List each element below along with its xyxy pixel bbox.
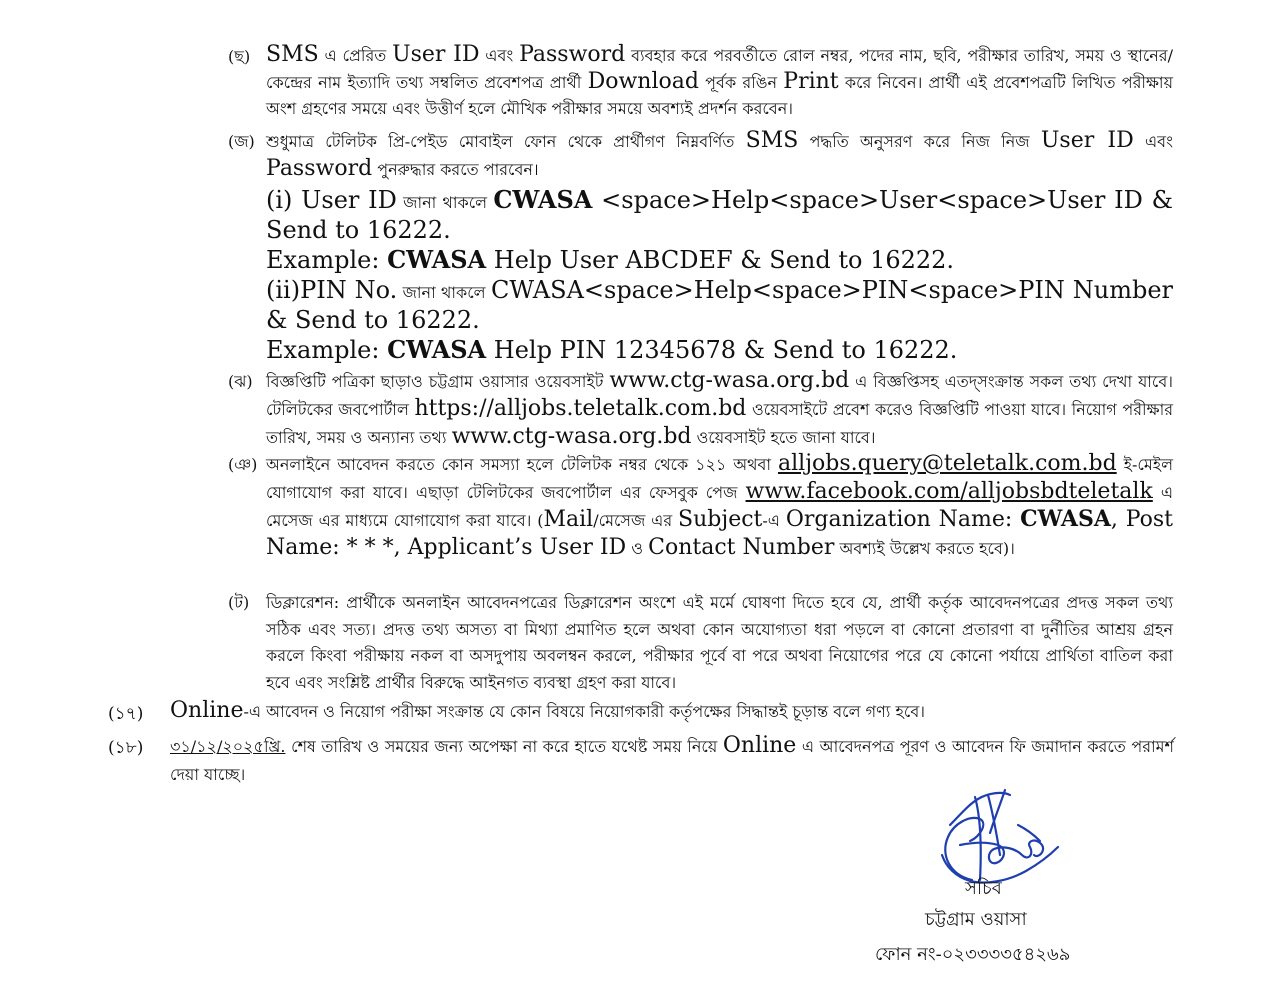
clause-marker: (জ): [228, 132, 255, 151]
text-run: অনলাইনে আবেদন করতে কোন সমস্যা হলে টেলিটক নম্বর থেকে ১২১ অথবা: [266, 455, 779, 474]
text-run: শুধুমাত্র টেলিটক প্রি-পেইড মোবাইল ফোন থেকে প্রার্থীগণ নিম্নবর্ণিত: [266, 132, 746, 151]
text-run: ও: [626, 539, 649, 558]
text-subject: Subject: [678, 507, 763, 532]
text-cwasa: CWASA: [387, 335, 487, 364]
text-password: Password: [266, 156, 373, 181]
text-run: এবং: [1133, 132, 1173, 151]
text-download: Download: [587, 69, 699, 94]
text-run: ব্যবহার করে পরবর্তীতে রোল নম্বর, পদের নাম, ছবি, পরীক্ষার তারিখ, সময় ও স্থানের/কেন্দ্রের নাম ইত্যাদি তথ্য সম্বলিত প্রবেশপত্র প্রার্থী: [266, 46, 1173, 92]
text-run: ওয়েবসাইট হতে জানা যাবে।: [691, 428, 876, 447]
section-marker: (১৭): [108, 704, 144, 724]
clause-ja: [228, 127, 1173, 365]
text-user-id: User ID: [392, 42, 480, 67]
sms-example-pin: [266, 335, 1173, 365]
text-run: Example:: [266, 246, 388, 274]
website-link: www.ctg-wasa.org.bd: [451, 424, 692, 449]
text-cwasa: CWASA: [493, 185, 593, 214]
text-run: এ বিজ্ঞপ্তিসহ এতদ্‌সংক্রান্ত সকল তথ্য দেখা যাবে। টেলিটকের জবপোর্টাল: [266, 372, 1173, 419]
text-run: Help PIN 12345678 & Send to 16222.: [486, 336, 958, 364]
section-marker: (১৮): [108, 738, 144, 758]
clause-cha: [228, 42, 1173, 122]
clause-ta: [228, 590, 1173, 696]
text-run: এ প্রেরিত: [318, 46, 393, 65]
text-run: <space>Help<space>User<space>User ID & Send to 16222.: [266, 186, 1173, 244]
text-run: ওয়েবসাইটে প্রবেশ করেও বিজ্ঞপ্তিটি পাওয়া যাবে। নিয়োগ পরীক্ষার তারিখ, সময় ও অন্যান্য তথ্য: [266, 400, 1174, 447]
text-run: বিজ্ঞপ্তিটি পত্রিকা ছাড়াও চট্টগ্রাম ওয়াসার ওয়েবসাইট: [266, 372, 610, 391]
clause-marker: (ছ): [228, 47, 251, 66]
text-password: Password: [519, 42, 626, 67]
text-run: পূর্বক রঙিন: [698, 73, 784, 92]
text-run: জানা থাকলে: [396, 193, 494, 212]
clause-jha: [228, 367, 1173, 451]
text-sms: SMS: [745, 128, 799, 153]
declaration-text: ডিক্লারেশন: প্রার্থীকে অনলাইন আবেদনপত্রের ডিক্লারেশন অংশে এই মর্মে ঘোষণা দিতে হবে যে, প্রার্থী কর্তৃক আবেদনপত্রের প্রদত্ত সকল তথ্য সঠিক এবং সত্য। প্রদত্ত তথ্য অসত্য বা মিথ্যা প্রমাণিত হলে অথবা কোন অযোগ্যতা ধরা পড়লে বা কোনো প্রতারণা বা দুর্নীতির আশ্রয় গ্রহন করলে কিংবা পরীক্ষায় নকল বা অসদুপায় অবলম্বন করলে, পরীক্ষার পূর্বে বা পরে অথবা নিয়োগের পরে যে কোনো পর্যায়ে প্রার্থিতা বাতিল করা হবে এবং সংশ্লিষ্ট প্রার্থীর বিরুদ্ধে আইনগত ব্যবস্থা গ্রহণ করা যাবে।: [266, 593, 1173, 692]
text-run: করে নিবেন। প্রার্থী এই প্রবেশপত্রটি লিখিত পরীক্ষায় অংশ গ্রহণের সময়ে এবং উত্তীর্ণ হলে মৌখিক পরীক্ষার সময়ে অবশ্যই প্রদর্শন করবেন।: [266, 73, 1173, 118]
text-run: /মেসেজ এর: [593, 511, 679, 530]
text-online: Online: [722, 733, 797, 758]
text-post-name: , Post Name: * * *, Applicant’s User ID: [266, 507, 1173, 560]
jobportal-link: https://alljobs.teletalk.com.bd: [414, 396, 747, 421]
text-org-name-label: Organization Name:: [785, 507, 1021, 532]
support-email-link[interactable]: alljobs.query@teletalk.com.bd: [778, 451, 1117, 476]
deadline-date: ৩১/১২/২০২৫খ্রি.: [170, 737, 286, 756]
signatory-organization: চট্টগ্রাম ওয়াসা: [925, 909, 1027, 930]
text-contact-number: Contact Number: [648, 535, 835, 560]
text-run: (i) User ID: [266, 186, 397, 214]
text-run: (ii)PIN No.: [266, 276, 398, 304]
website-link: www.ctg-wasa.org.bd: [609, 368, 850, 393]
facebook-page-link[interactable]: www.facebook.com/alljobsbdteletalk: [745, 479, 1153, 504]
text-run: -এ: [762, 511, 786, 530]
clause-nya: [228, 450, 1173, 562]
text-user-id: User ID: [1040, 128, 1134, 153]
signatory-title: সচিব: [965, 878, 1002, 899]
text-run: শেষ তারিখ ও সময়ের জন্য অপেক্ষা না করে হাতে যথেষ্ট সময় নিয়ে: [285, 737, 723, 756]
text-run: Example:: [266, 336, 388, 364]
section-18: [108, 732, 1174, 789]
text-cwasa: CWASA: [1020, 506, 1111, 532]
text-run: এ মেসেজ এর মাধ্যমে যোগাযোগ করা যাবে। (: [266, 483, 1173, 530]
text-run: পুনরুদ্ধার করতে পারবেন।: [372, 160, 539, 179]
text-cwasa: CWASA: [387, 245, 487, 274]
signatory-phone: ফোন নং-০২৩৩৩৩৫৪২৬৯: [875, 944, 1071, 965]
text-run: -এ আবেদন ও নিয়োগ পরীক্ষা সংক্রান্ত যে কোন বিষয়ে নিয়োগকারী কর্তৃপক্ষের সিদ্ধান্তই চূড়ান্ত বলে গণ্য হবে।: [243, 702, 925, 721]
text-run: ই-মেইল যোগাযোগ করা যাবে। এছাড়া টেলিটকের জবপোর্টাল এর ফেসবুক পেজ: [266, 455, 1174, 502]
text-run: CWASA<space>Help<space>PIN<space>PIN Number & Send to 16222.: [266, 276, 1174, 334]
text-online: Online: [170, 698, 244, 723]
text-run: অবশ্যই উল্লেখ করতে হবে)।: [834, 539, 1015, 558]
text-mail: Mail: [543, 507, 594, 532]
text-run: এবং: [479, 46, 520, 65]
text-print: Print: [783, 69, 839, 94]
text-run: এ আবেদনপত্র পূরণ ও আবেদন ফি জমাদান করতে পরামর্শ দেয়া যাচ্ছে।: [170, 737, 1174, 784]
text-run: পদ্ধতি অনুসরণ করে নিজ নিজ: [798, 132, 1041, 151]
sms-instruction-pin: [266, 275, 1173, 335]
text-run: জানা থাকলে: [397, 283, 491, 302]
text-run: Help User ABCDEF & Send to 16222.: [486, 246, 955, 274]
clause-marker: (ট): [228, 593, 250, 612]
clause-marker: (ঞ): [228, 455, 258, 474]
clause-marker: (ঝ): [228, 372, 253, 391]
section-17: [108, 697, 1174, 726]
sms-instruction-user-id: [266, 185, 1173, 245]
text-sms: SMS: [266, 42, 319, 67]
sms-example-user-id: [266, 245, 1173, 275]
